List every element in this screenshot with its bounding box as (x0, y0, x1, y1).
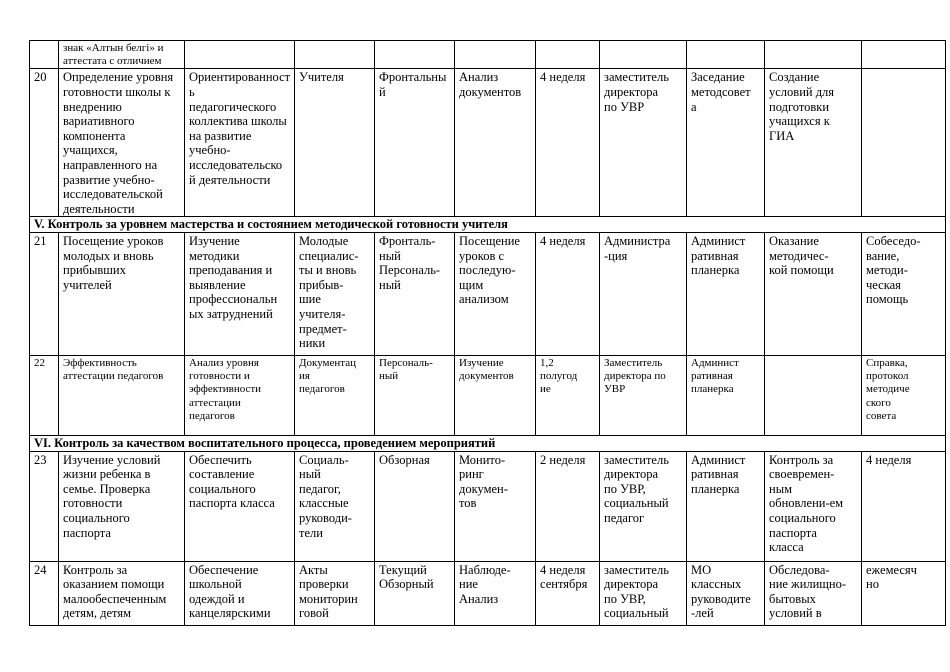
plan-table (29, 40, 946, 626)
row-number (30, 41, 59, 69)
row-number: 20 (30, 69, 59, 217)
control-period (536, 41, 600, 69)
control-goal: Изучение методики преподавания и выявление профессиональн ых затруднений (185, 232, 295, 355)
section-title: V. Контроль за уровнем мастерства и состоянием методической готовности учителя (30, 217, 946, 233)
control-goal: Анализ уровня готовности и эффективности аттестации педагогов (185, 355, 295, 435)
control-goal: Ориентированност ь педагогического коллектива школы на развитие учебно- исследовательско й деятельности (185, 69, 295, 217)
control-object: Молодые специалис- ты и вновь прибыв- шие учителя- предмет- ники (295, 232, 375, 355)
control-object (295, 41, 375, 69)
table-row (30, 355, 946, 435)
control-method (455, 41, 536, 69)
control-subject: Определение уровня готовности школы к внедрению вариативного компонента учащихся, направленного на развитие учебно- исследовательской деятельности (59, 69, 185, 217)
control-review-place (687, 41, 765, 69)
control-decision: Оказание методичес- кой помощи (765, 232, 862, 355)
control-review-place: МО классных руководите -лей (687, 561, 765, 625)
control-followup (862, 69, 946, 217)
control-period: 2 неделя (536, 451, 600, 561)
control-object: Документац ия педагогов (295, 355, 375, 435)
control-review-place: Заседание методсовет а (687, 69, 765, 217)
control-period: 1,2 полугод ие (536, 355, 600, 435)
section-title: VI. Контроль за качеством воспитательного процесса, проведением мероприятий (30, 435, 946, 451)
control-subject: Посещение уроков молодых и вновь прибывших учителей (59, 232, 185, 355)
control-review-place: Админист ративная планерка (687, 451, 765, 561)
control-method: Изучение документов (455, 355, 536, 435)
control-goal (185, 41, 295, 69)
control-responsible: Заместитель директора по УВР (600, 355, 687, 435)
control-object: Социаль- ный педагог, классные руководи- тели (295, 451, 375, 561)
table-row (30, 232, 946, 355)
control-type: Фронтальны й (375, 69, 455, 217)
control-goal: Обеспечение школьной одеждой и канцелярскими (185, 561, 295, 625)
control-period: 4 неделя сентября (536, 561, 600, 625)
table-row (30, 41, 946, 69)
control-type: Обзорная (375, 451, 455, 561)
control-subject: Изучение условий жизни ребенка в семье. Проверка готовности социального паспорта (59, 451, 185, 561)
control-type (375, 41, 455, 69)
control-goal: Обеспечить составление социального паспорта класса (185, 451, 295, 561)
table-row (30, 451, 946, 561)
control-decision: Контроль за своевремен- ным обновлени-ем социального паспорта класса (765, 451, 862, 561)
control-followup: ежемесяч но (862, 561, 946, 625)
control-review-place: Админист ративная планерка (687, 355, 765, 435)
table-row (30, 69, 946, 217)
control-method: Анализ документов (455, 69, 536, 217)
control-type: Фронталь- ный Персональ- ный (375, 232, 455, 355)
control-method: Наблюде- ние Анализ (455, 561, 536, 625)
control-followup: 4 неделя (862, 451, 946, 561)
control-method: Посещение уроков с последую- щим анализом (455, 232, 536, 355)
row-number: 22 (30, 355, 59, 435)
control-period: 4 неделя (536, 232, 600, 355)
control-responsible: Администра -ция (600, 232, 687, 355)
control-method: Монито- ринг докумен- тов (455, 451, 536, 561)
row-number: 24 (30, 561, 59, 625)
control-followup: Справка, протокол методиче ского совета (862, 355, 946, 435)
control-object: Учителя (295, 69, 375, 217)
control-responsible (600, 41, 687, 69)
control-responsible: заместитель директора по УВР, социальный (600, 561, 687, 625)
section-header-row (30, 435, 946, 451)
control-type: Персональ- ный (375, 355, 455, 435)
control-responsible: заместитель директора по УВР (600, 69, 687, 217)
control-decision (765, 41, 862, 69)
control-followup (862, 41, 946, 69)
section-header-row (30, 217, 946, 233)
control-decision: Обследова- ние жилищно- бытовых условий в (765, 561, 862, 625)
control-period: 4 неделя (536, 69, 600, 217)
control-followup: Собеседо- вание, методи- ческая помощь (862, 232, 946, 355)
control-decision: Создание условий для подготовки учащихся к ГИА (765, 69, 862, 217)
control-object: Акты проверки мониторин говой (295, 561, 375, 625)
row-number: 23 (30, 451, 59, 561)
control-review-place: Админист ративная планерка (687, 232, 765, 355)
control-subject: Контроль за оказанием помощи малообеспеченным детям, детям (59, 561, 185, 625)
control-decision (765, 355, 862, 435)
control-subject: знак «Алтын белгі» и аттестата с отличием (59, 41, 185, 69)
table-row (30, 561, 946, 625)
row-number: 21 (30, 232, 59, 355)
control-subject: Эффективность аттестации педагогов (59, 355, 185, 435)
control-responsible: заместитель директора по УВР, социальный педагог (600, 451, 687, 561)
control-type: Текущий Обзорный (375, 561, 455, 625)
